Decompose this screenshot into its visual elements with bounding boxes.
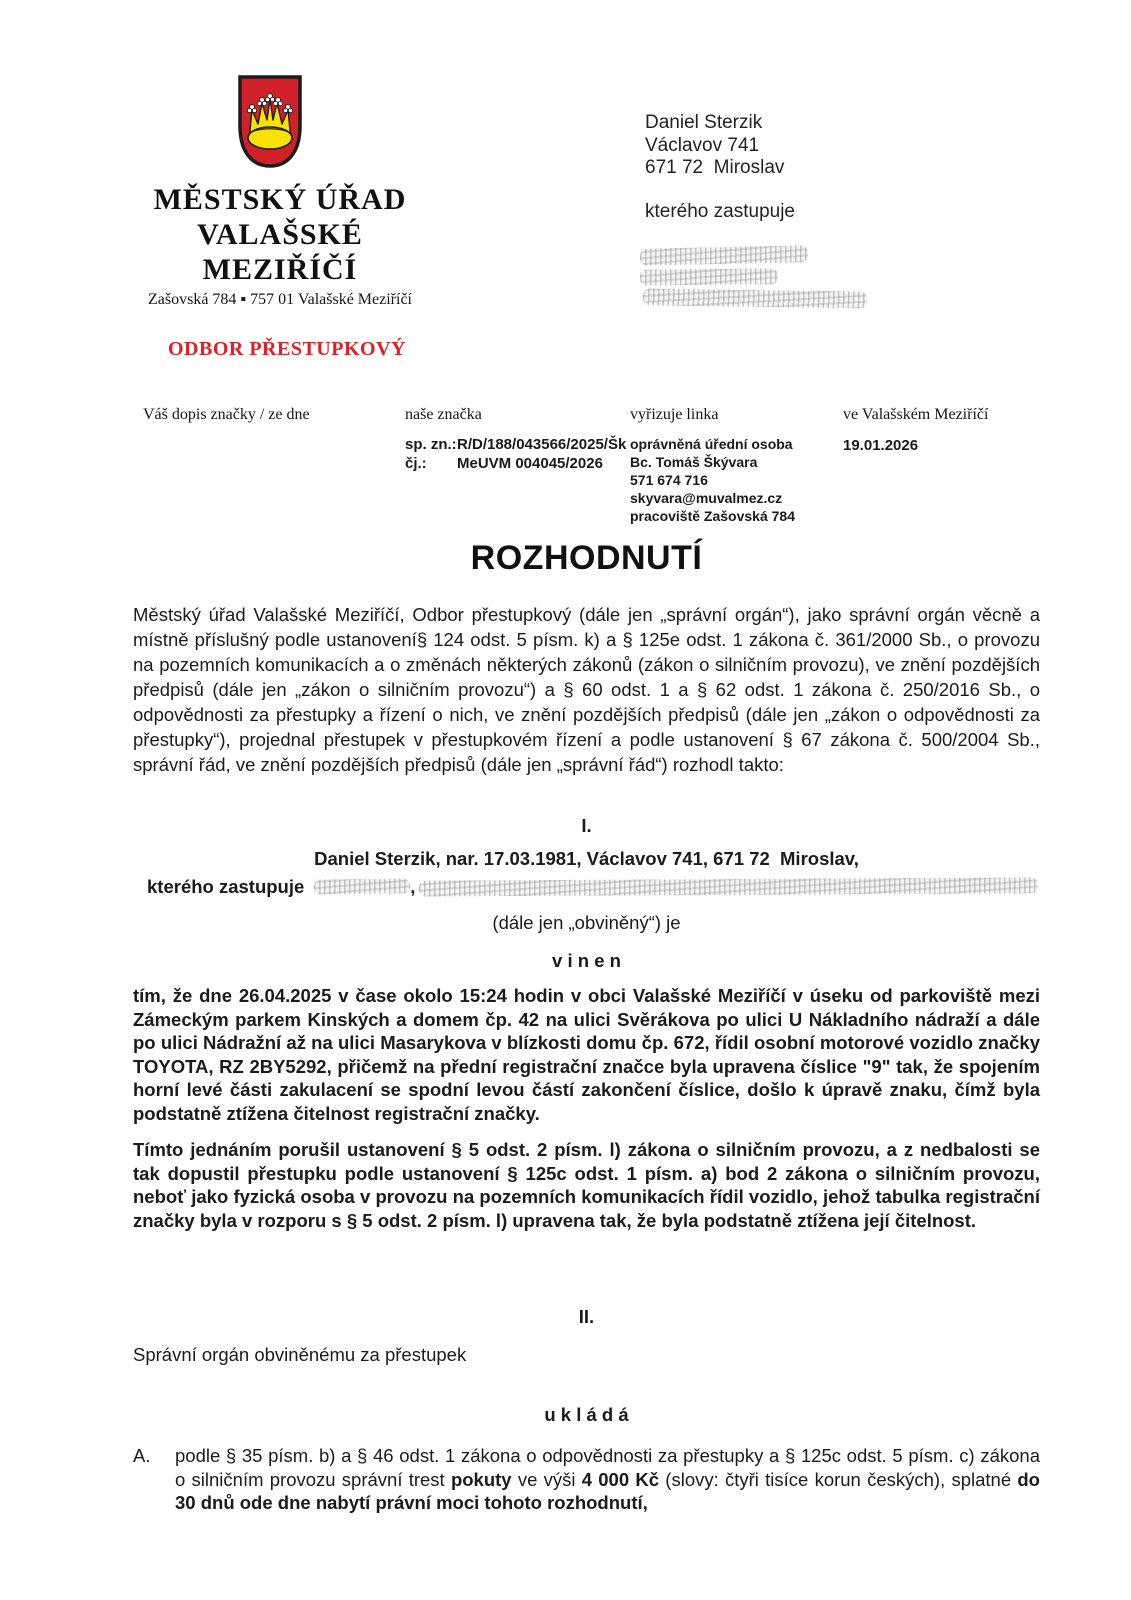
recipient-city: 671 72 Miroslav [645, 157, 785, 178]
coat-of-arms-icon [236, 74, 304, 169]
handled-by-label: vyřizuje linka [630, 406, 719, 423]
violation-paragraph: Tímto jednáním porušil ustanovení § 5 odst. 2 písm. l) zákona o silničním provozu, a z nedbalosti se tak dopustil přestupku podle ustanovení § 125c odst. 1 písm. a) bod 2 zákona o silničním provozu, neboť jako fyzická osoba v provozu na pozemních komunikacích řídil vozidlo, jehož tabulka registrační značky byla v rozporu s § 5 odst. 2 písm. l) upravena tak, že byla podstatně ztížena její čitelnost. [133, 1139, 1040, 1231]
official-email: skyvara@muvalmez.cz [630, 490, 783, 506]
our-ref-label: naše značka [405, 406, 482, 423]
redaction-strip [314, 878, 410, 894]
cj-label: čj.: [405, 455, 427, 472]
redaction-strip [640, 268, 778, 285]
item-a-seg-1: pokuty [450, 1468, 512, 1490]
office-name-line3: MEZIŘÍČÍ [202, 253, 358, 286]
ref-our-mark [405, 406, 626, 473]
alias-line: (dále jen „obviněný“) je [492, 912, 681, 933]
accused-identity-line: Daniel Sterzik, nar. 17.03.1981, Václavov 741, 671 72 Miroslav, [314, 848, 859, 869]
redaction-strip [643, 288, 867, 308]
ref-number-row [405, 454, 626, 473]
represented-by-label: kterého zastupuje [147, 876, 305, 897]
place-label: ve Valašském Meziříčí [843, 406, 989, 423]
item-a-label: A. [133, 1445, 151, 1466]
office-name [110, 182, 450, 287]
official-role: oprávněná úřední osoba [630, 436, 793, 452]
department-name: ODBOR PŘESTUPKOVÝ [168, 338, 406, 360]
item-a-seg-3: 4 000 Kč [581, 1468, 660, 1490]
penalty-item-a [133, 1444, 1040, 1515]
ref-handled-by [630, 406, 795, 525]
charge-paragraph: tím, že dne 26.04.2025 v čase okolo 15:24 hodin v obci Valašské Meziříčí v úseku od parkoviště mezi Zámeckým parkem Kinských a domem čp. 42 na ulici Svěrákova po ulici U Nákladního nádraží a dále po ulici Nádražní až na ulici Masarykova v blízkosti domu čp. 672, řídil osobní motorové vozidlo značky TOYOTA, RZ 2BY5292, přičemž na přední registrační značce byla upravena číslice "9" tak, že spojením horní levé části zakulacení se spodní levou částí zakončení číslice, došlo k úpravě znaku, čímž byla podstatně ztížena čitelnost registrační značky. [133, 985, 1040, 1124]
item-a-seg-0: podle § 35 písm. b) a § 46 odst. 1 zákona o odpovědnosti za přestupky a § 125c odst. 5 písm. c) zákona o silničním provozu správní trest [175, 1445, 1040, 1490]
official-phone: 571 674 716 [630, 472, 708, 488]
represented-by-label: kterého zastupuje [645, 200, 795, 222]
redaction-strip [419, 877, 1038, 896]
your-ref-label: Váš dopis značky / ze dne [143, 406, 310, 423]
cj-value: MeUVM 004045/2026 [457, 455, 603, 472]
section-two-intro: Správní orgán obviněnému za přestupek [133, 1344, 467, 1365]
office-name-line2: VALAŠSKÉ [197, 218, 363, 251]
official-workplace: pracoviště Zašovská 784 [630, 508, 795, 524]
decision-body [133, 538, 1040, 1515]
official-name: Bc. Tomáš Škývara [630, 454, 758, 470]
sp-zn-label: sp. zn.: [405, 436, 457, 453]
ref-your-letter [143, 406, 310, 424]
file-number-row [405, 435, 626, 454]
recipient-block [645, 112, 795, 223]
item-a-seg-2: ve výši [511, 1468, 582, 1490]
recipient-name: Daniel Sterzik [645, 112, 763, 133]
intro-paragraph: Městský úřad Valašské Meziříčí, Odbor přestupkový (dále jen „správní orgán“), jako správní orgán věcně a místně příslušný podle ustanovení§ 124 odst. 5 písm. k) a § 125e odst. 1 zákona č. 361/2000 Sb., o provozu na pozemních komunikacích a o změnách některých zákonů (zákon o silničním provozu), ve znění pozdějších předpisů (dále jen „zákon o silničním provozu“) a § 60 odst. 1 a § 62 odst. 1 zákona č. 250/2016 Sb., o odpovědnosti za přestupky a řízení o nich, ve znění pozdějších předpisů (dále jen „zákon o odpovědnosti za přestupky“), projednal přestupek v přestupkovém řízení a podle ustanovení § 67 zákona č. 500/2004 Sb., správní řád, ve znění pozdějších předpisů (dále jen „správní řád“) rozhodl takto: [133, 604, 1040, 775]
redaction-strip [640, 245, 808, 266]
item-a-text [175, 1445, 1040, 1513]
document-title: ROZHODNUTÍ [470, 539, 703, 577]
section-one-numeral: I. [581, 815, 592, 836]
office-address: Zašovská 784 ▪ 757 01 Valašské Meziříčí [148, 291, 412, 308]
date-value: 19.01.2026 [843, 437, 919, 454]
imposes-word: u k l á d á [544, 1404, 629, 1425]
item-a-seg-4: (slovy: čtyři tisíce korun českých), splatné [659, 1468, 1018, 1490]
section-two-numeral: II. [578, 1306, 595, 1327]
ref-place-date [843, 406, 988, 455]
item-a-seg-5: do 30 dnů ode dne nabytí právní moci tohoto rozhodnutí, [175, 1468, 1040, 1513]
recipient-street: Václavov 741 [645, 134, 760, 156]
sp-zn-value: R/D/188/043566/2025/Šk [457, 436, 627, 453]
represented-by-line [133, 874, 1040, 899]
office-name-line1: MĚSTSKÝ ÚŘAD [153, 183, 407, 216]
redaction-comma: , [410, 876, 416, 897]
verdict-word: v i n e n [552, 950, 621, 971]
